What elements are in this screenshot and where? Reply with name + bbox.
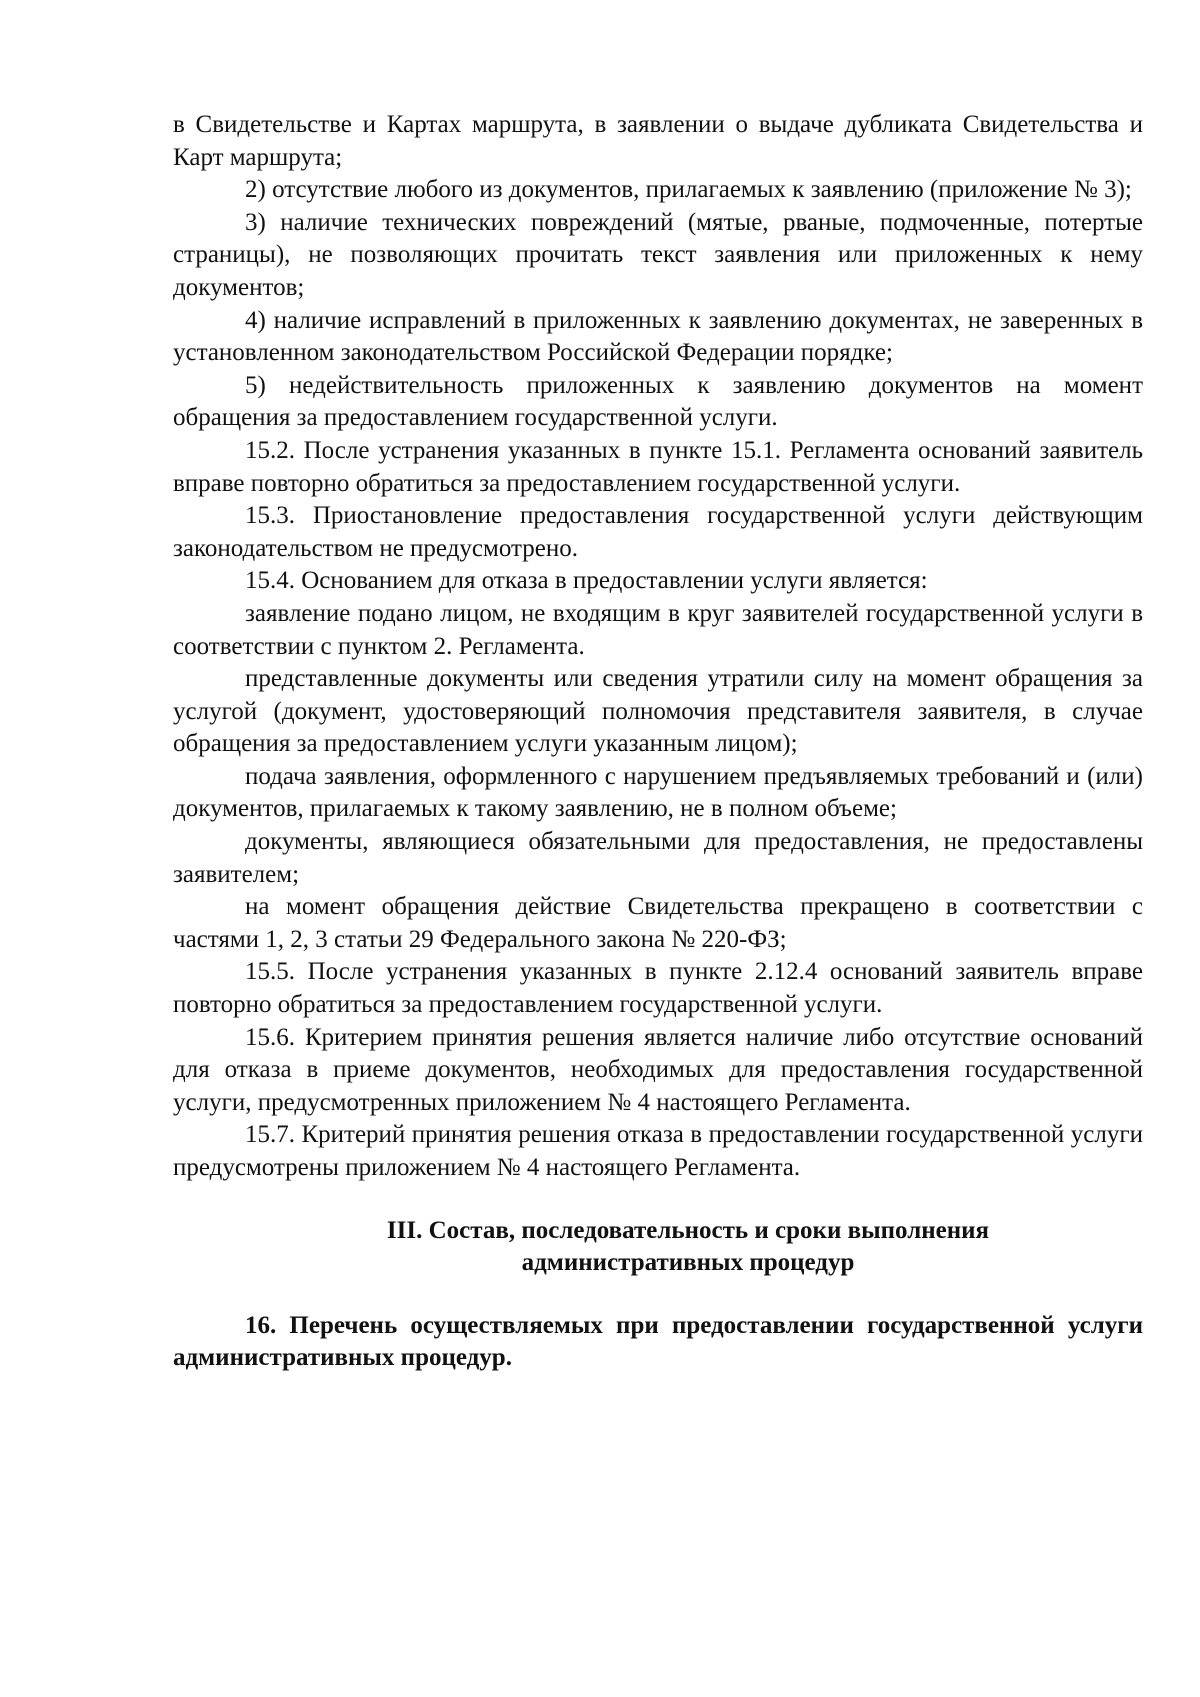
spacer <box>173 1280 1143 1310</box>
paragraph-item-2: 2) отсутствие любого из документов, прилагаемых к заявлению (приложение № 3); <box>245 176 1132 204</box>
paragraph-refusal-reason-4: документы, являющиеся обязательными для предоставления, не предоставлены заявителем; <box>173 828 1143 888</box>
paragraph-15-7: 15.7. Критерий принятия решения отказа в предоставлении государственной услуги предусмотрены приложением № 4 настоящего Регламента. <box>173 1121 1143 1181</box>
subsection-heading: 16. Перечень осуществляемых при предоставлении государственной услуги административных процедур. <box>173 1311 1143 1372</box>
paragraph-15-6: 15.6. Критерием принятия решения является наличие либо отсутствие оснований для отказа в приеме документов, необходимых для предоставления государственной услуги, предусмотренных приложением № 4 настоящего Регламента. <box>173 1023 1143 1116</box>
document-page <box>173 109 1143 1375</box>
paragraph-refusal-reason-3: подача заявления, оформленного с нарушением предъявляемых требований и (или) документов, прилагаемых к такому заявлению, не в полном объеме; <box>173 762 1143 823</box>
paragraph-refusal-reason-5: на момент обращения действие Свидетельства прекращено в соответствии с частями 1, 2, 3 статьи 29 Федерального закона № 220-ФЗ; <box>173 893 1143 953</box>
paragraph-15-5: 15.5. После устранения указанных в пункте 2.12.4 оснований заявитель вправе повторно обратиться за предоставлением государственной услуги. <box>173 958 1143 1019</box>
spacer <box>173 1185 1143 1215</box>
paragraph-15-3: 15.3. Приостановление предоставления государственной услуги действующим законодательством не предусмотрено. <box>173 502 1143 562</box>
paragraph-refusal-reason-1: заявление подано лицом, не входящим в круг заявителей государственной услуги в соответствии с пунктом 2. Регламента. <box>173 599 1143 660</box>
paragraph-15-2: 15.2. После устранения указанных в пункте 15.1. Регламента оснований заявитель вправе повторно обратиться за предоставлением государственной услуги. <box>173 436 1143 497</box>
section-heading <box>173 1215 1143 1280</box>
section-heading-line-2: административных процедур <box>521 1249 855 1277</box>
section-heading-line-1: III. Состав, последовательность и сроки выполнения <box>386 1216 990 1244</box>
paragraph-item-4: 4) наличие исправлений в приложенных к заявлению документах, не заверенных в установленном законодательством Российской Федерации порядке; <box>173 306 1143 367</box>
paragraph-item-5: 5) недействительность приложенных к заявлению документов на момент обращения за предоставлением государственной услуги. <box>173 371 1143 432</box>
paragraph-item-3: 3) наличие технических повреждений (мятые, рваные, подмоченные, потертые страницы), не позволяющих прочитать текст заявления или приложенных к нему документов; <box>173 208 1143 301</box>
paragraph-continuation: в Свидетельстве и Картах маршрута, в заявлении о выдаче дубликата Свидетельства и Карт маршрута; <box>173 111 1143 171</box>
paragraph-15-4: 15.4. Основанием для отказа в предоставлении услуги является: <box>245 567 928 595</box>
paragraph-refusal-reason-2: представленные документы или сведения утратили силу на момент обращения за услугой (документ, удостоверяющий полномочия представителя заявителя, в случае обращения за предоставлением услуги указанным лицом); <box>173 665 1143 758</box>
